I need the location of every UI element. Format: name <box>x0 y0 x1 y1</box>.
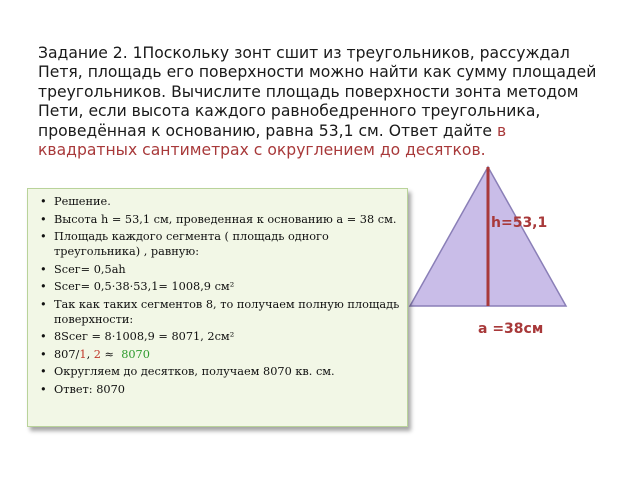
solution-item: • Высота h = 53,1 см, проведенная к основанию а = 38 см. <box>40 212 401 227</box>
rounding-prefix: 807/ <box>54 347 80 361</box>
task-text: Задание 2. 1Поскольку зонт сшит из треугольников, рассуждал Петя, площадь его поверхности можно найти как сумму площадей треугольников. Вычислите площадь поверхности зонта методом Пети, если высота каждого равнобедренного треугольника, проведённая к основанию, равна 53,1 см. Ответ дайте <box>38 44 597 140</box>
solution-item: • Решение. <box>40 194 401 209</box>
height-label: h=53,1 <box>491 215 548 231</box>
solution-item: • Так как таких сегментов 8, то получаем полную площадь поверхности: <box>40 297 401 327</box>
base-label: a =38см <box>478 321 544 337</box>
rounding-separator: , <box>86 347 94 361</box>
rounding-digit-1: 1 <box>79 347 87 361</box>
task-highlight: в квадратных сантиметрах с округлением до десятков. <box>38 121 507 160</box>
rounding-item <box>40 347 401 362</box>
solution-item: • Sсег= 0,5ah <box>40 262 401 277</box>
solution-list <box>28 189 407 397</box>
rounding-result: 8070 <box>121 347 150 361</box>
solution-item: • 8Sсег = 8·1008,9 = 8071, 2см² <box>40 329 401 344</box>
answer-item: • Ответ: 8070 <box>40 382 401 397</box>
solution-item: • Округляем до десятков, получаем 8070 кв. см. <box>40 364 401 379</box>
rounding-digit-2: 2 <box>93 347 101 361</box>
solution-item: • Площадь каждого сегмента ( площадь одного треугольника) , равную: <box>40 229 401 259</box>
approx-sign: ≈ <box>100 347 122 361</box>
solution-box <box>27 188 408 427</box>
solution-item: • Sсег= 0,5·38·53,1= 1008,9 см² <box>40 279 401 294</box>
